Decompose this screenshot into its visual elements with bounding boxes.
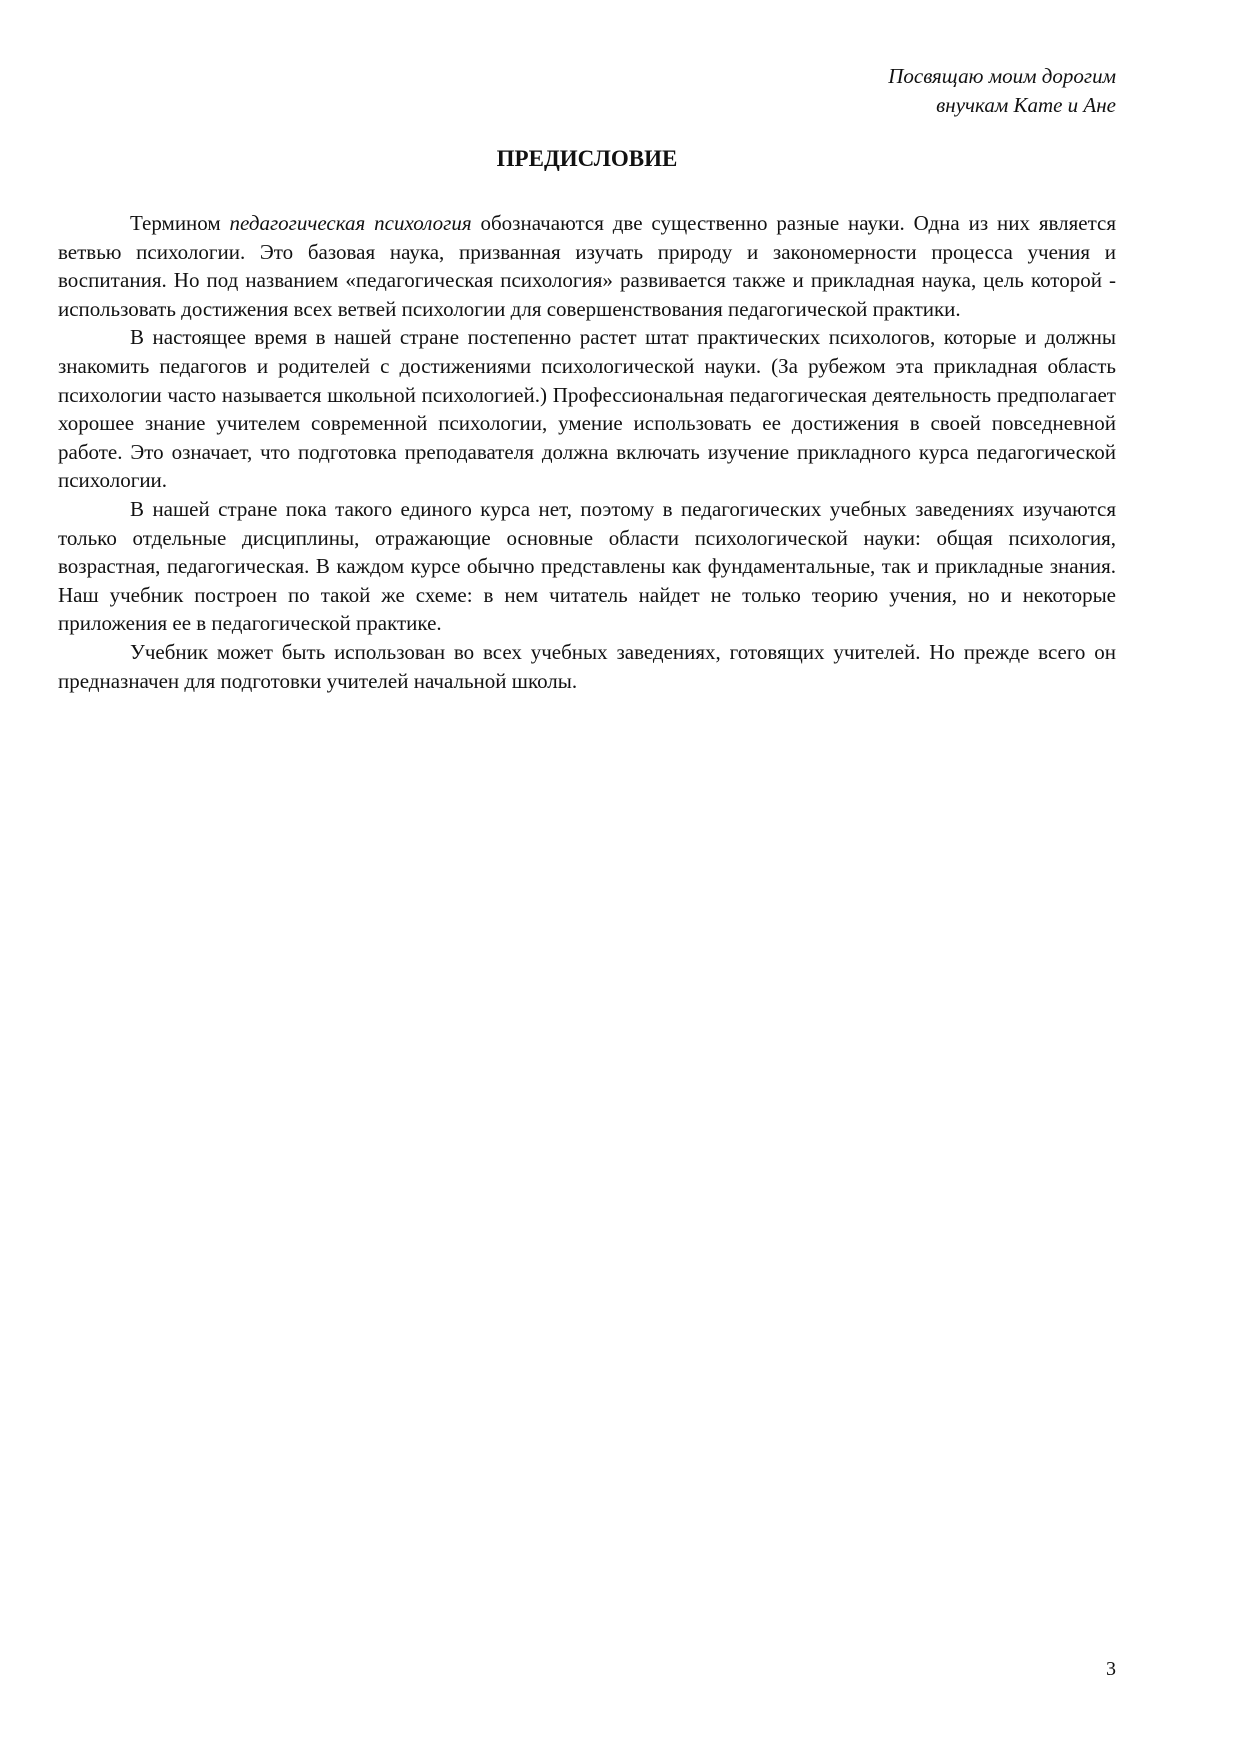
paragraph-2: В настоящее время в нашей стране постепенно растет штат практических психологов, которые и должны знакомить педагогов и родителей с достижениями психологической науки. (За рубежом эта прикладная область психологии часто называется школьной психологией.) Профессиональная педагогическая деятельность предполагает хорошее знание учителем современной психологии, умение использовать ее достижения в своей повседневной работе. Это означает, что подготовка преподавателя должна включать изучение прикладного курса педагогической психологии. [58,325,1116,493]
paragraph-1-term: педагогическая психология [229,211,472,235]
paragraph-4: Учебник может быть использован во всех учебных заведениях, готовящих учителей. Но прежде всего он предназначен для подготовки учителей начальной школы. [58,639,1116,693]
page-number: 3 [1106,1658,1116,1680]
paragraph-3: В нашей стране пока такого единого курса нет, поэтому в педагогических учебных заведениях изучаются только отдельные дисциплины, отражающие основные области психологической науки: общая психология, возрастная, педагогическая. В каждом курсе обычно представлены как фундаментальные, так и прикладные знания. Наш учебник построен по такой же схеме: в нем читатель найдет не только теорию учения, но и некоторые приложения ее в педагогической практике. [58,496,1116,636]
page-title: ПРЕДИСЛОВИЕ [496,146,678,171]
paragraph-1 [58,209,1116,323]
dedication [616,62,1116,120]
paragraph-1-rest: обозначаются две существенно разные науки. Одна из них является ветвью психологии. Это базовая наука, призванная изучать природу и закономерности процесса учения и воспитания. Но под названием «педагогическая психология» развивается также и прикладная наука, цель которой - использовать достижения всех ветвей психологии для совершенствования педагогической практики. [58,211,1116,321]
dedication-line-1: Посвящаю моим дорогим [888,64,1116,88]
paragraph-1-start: Термином [130,211,230,235]
preface-body [58,209,1116,695]
dedication-line-2: внучкам Кате и Ане [936,93,1116,117]
